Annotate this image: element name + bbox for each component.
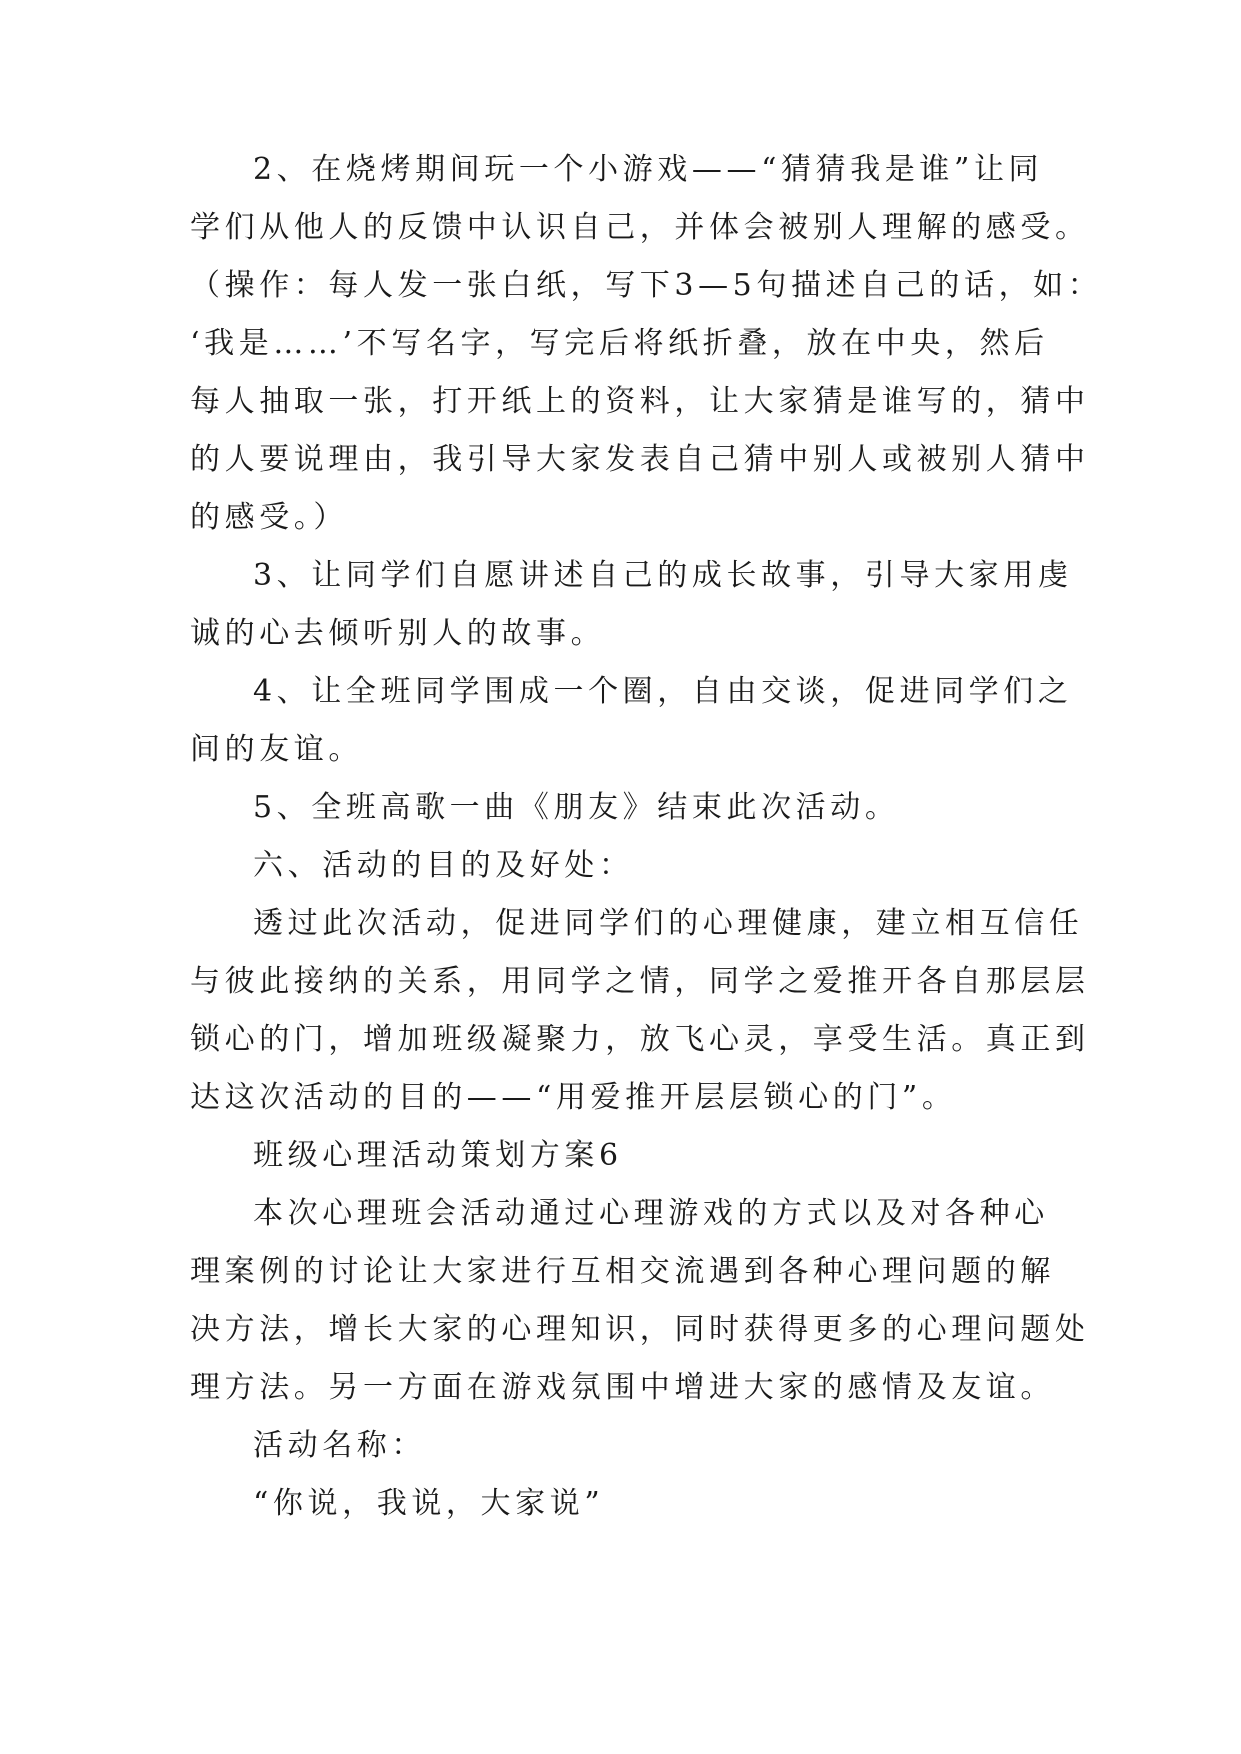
text-line: 与彼此接纳的关系，用同学之情，同学之爱推开各自那层层 bbox=[190, 964, 1090, 999]
text-line: 4、让全班同学围成一个圈，自由交谈，促进同学们之 bbox=[253, 674, 1073, 709]
text-line: 学们从他人的反馈中认识自己，并体会被别人理解的感受。 bbox=[190, 210, 1090, 245]
section-heading: 六、活动的目的及好处： bbox=[253, 848, 634, 883]
text-line: 2、在烧烤期间玩一个小游戏——“猜猜我是谁”让同 bbox=[253, 152, 1044, 187]
text-line: 的人要说理由，我引导大家发表自己猜中别人或被别人猜中 bbox=[190, 442, 1090, 477]
text-line: 的感受。） bbox=[190, 500, 348, 535]
text-line: 决方法，增长大家的心理知识，同时获得更多的心理问题处 bbox=[190, 1312, 1090, 1347]
activity-name-value: “你说，我说，大家说” bbox=[253, 1486, 605, 1521]
text-line: 理案例的讨论让大家进行互相交流遇到各种心理问题的解 bbox=[190, 1254, 1055, 1289]
text-line: 5、全班高歌一曲《朋友》结束此次活动。 bbox=[253, 790, 900, 825]
text-line: 本次心理班会活动通过心理游戏的方式以及对各种心 bbox=[253, 1196, 1049, 1231]
text-line: 3、让同学们自愿讲述自己的成长故事，引导大家用虔 bbox=[253, 558, 1073, 593]
text-line: ‘我是……’不写名字，写完后将纸折叠，放在中央，然后 bbox=[190, 326, 1049, 361]
text-line: （操作：每人发一张白纸，写下3—5句描述自己的话，如： bbox=[190, 268, 1103, 303]
activity-name-label: 活动名称： bbox=[253, 1428, 426, 1463]
text-line: 锁心的门，增加班级凝聚力，放飞心灵，享受生活。真正到 bbox=[190, 1022, 1090, 1057]
text-line: 理方法。另一方面在游戏氛围中增进大家的感情及友谊。 bbox=[190, 1370, 1055, 1405]
plan-title: 班级心理活动策划方案6 bbox=[253, 1138, 623, 1173]
text-line: 诚的心去倾听别人的故事。 bbox=[190, 616, 606, 651]
text-line: 每人抽取一张，打开纸上的资料，让大家猜是谁写的，猜中 bbox=[190, 384, 1090, 419]
text-line: 达这次活动的目的——“用爱推开层层锁心的门”。 bbox=[190, 1080, 957, 1115]
text-line: 间的友谊。 bbox=[190, 732, 363, 767]
text-line: 透过此次活动，促进同学们的心理健康，建立相互信任 bbox=[253, 906, 1084, 941]
